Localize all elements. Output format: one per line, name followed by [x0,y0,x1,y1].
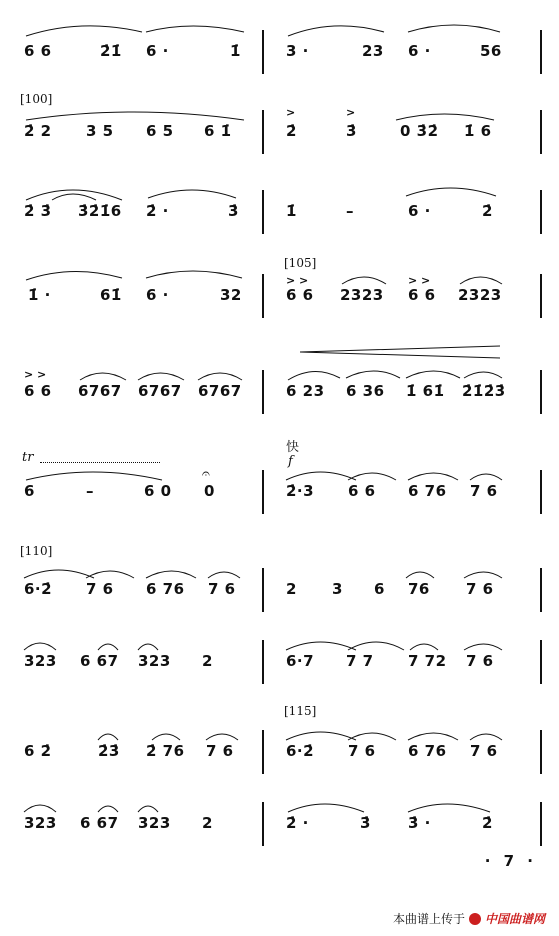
page-number: · 7 · [484,852,537,870]
right-measure [284,622,514,694]
site-name[interactable]: 中国曲谱网 [484,912,545,926]
slur [284,562,514,582]
barline [262,640,264,684]
accent-mark: > > [24,368,47,381]
note-group: 1̇ [230,42,241,60]
slur [22,464,252,484]
slur [284,362,514,382]
note-group: 6 23 [286,382,325,400]
note-group: 2 [202,814,213,832]
barline [262,30,264,74]
barline [262,190,264,234]
note-group: 3̇ · [408,814,431,832]
right-measure [284,12,514,84]
note-group: 2̇ [482,814,493,832]
note-group: 3̇ [360,814,371,832]
note-group: 7 6 [470,742,498,760]
note-group: 0 3̇2̇ [400,122,439,140]
note-group: 7 72 [408,652,447,670]
note-group: 3 [332,580,343,598]
barline [540,190,542,234]
note-group: 6 76 [408,482,447,500]
slur [22,364,252,384]
right-measure [284,452,514,524]
note-group: 323 [24,814,57,832]
note-group: 6 6 [348,482,376,500]
note-group: 2̇1̇ [100,42,122,60]
note-group: 6 · [146,286,169,304]
note-group: – [346,202,354,220]
score-row-2 [0,92,559,164]
barline [540,568,542,612]
note-group: 7 6 [466,580,494,598]
note-group: 6 2̇ [24,742,52,760]
left-measure [22,12,252,84]
note-group: 6·2̇ [286,742,315,760]
barline [262,274,264,318]
note-group: 1̇ 61̇ [406,382,445,400]
right-measure [284,172,514,244]
measure-number: [100] [20,92,53,106]
note-group: 3̇2̇1̇6 [78,202,122,220]
note-group: 7 6 [466,652,494,670]
note-group: 2323 [458,286,502,304]
note-group: – [86,482,94,500]
note-group: 3 · [286,42,309,60]
slur [22,18,252,38]
footer [393,910,545,927]
note-group: 2̇·3 [286,482,315,500]
slur [22,634,252,654]
note-group: 6 · [408,202,431,220]
note-group: 3̇ [346,122,357,140]
slur [22,178,252,204]
note-group: 323 [138,652,171,670]
note-group: 6 1̇ [204,122,232,140]
note-group: 6767 [138,382,182,400]
left-measure [22,712,252,784]
score-row-10 [0,784,559,856]
note-group: 6767 [78,382,122,400]
left-measure [22,172,252,244]
barline [540,470,542,514]
site-logo-icon [469,913,481,925]
dynamic-marking: f [288,454,293,469]
note-group: 2̇ 2 [24,122,52,140]
note-group: 2̇ · [286,814,309,832]
note-group: 6 · [408,42,431,60]
note-group: 2̇1̇2̇3̇ [462,382,506,400]
slur [22,562,252,582]
note-group: 6·7 [286,652,315,670]
barline [262,470,264,514]
note-group: 6 [374,580,385,598]
barline [262,370,264,414]
barline [540,274,542,318]
note-group: 6 36 [346,382,385,400]
barline [262,802,264,846]
note-group: 6 0 [144,482,172,500]
score-row-4 [0,256,559,328]
note-group: 323 [138,814,171,832]
barline [540,30,542,74]
right-measure [284,352,514,424]
slur [22,262,252,282]
note-group: 2 [286,580,297,598]
left-measure [22,452,252,524]
note-group: 6 67 [80,652,119,670]
note-group: 6 6 [24,382,52,400]
slur [284,634,514,654]
barline [540,110,542,154]
note-group: 6 67 [80,814,119,832]
score-row-6 [0,440,559,524]
barline [262,730,264,774]
accent-mark: > [286,106,296,119]
score-row-3 [0,172,559,244]
trill-mark: tr [22,450,34,465]
slur [284,178,514,198]
note-group: 2̇ [482,202,493,220]
right-measure [284,550,514,622]
note-group: 61̇ [100,286,122,304]
note-group: 7 6 [206,742,234,760]
right-measure [284,704,514,784]
note-group: 7 6 [348,742,376,760]
score-row-5 [0,352,559,424]
tempo-marking: 快 [286,440,300,455]
note-group: 76 [408,580,430,598]
note-group: 323 [24,652,57,670]
left-measure [22,784,252,856]
note-group: 7 7 [346,652,374,670]
note-group: 6·2̇ [24,580,53,598]
note-group: 23 [362,42,384,60]
note-group: 2323 [340,286,384,304]
left-measure [22,92,252,164]
left-measure [22,352,252,424]
right-measure [284,92,514,164]
barline [540,640,542,684]
score-row-1 [0,12,559,84]
score-row-8 [0,622,559,694]
slur [284,268,514,288]
note-group: 2̇3̇ [98,742,120,760]
measure-number: [105] [284,256,317,270]
accent-mark: > [346,106,356,119]
note-group: 1̇ 6 [464,122,492,140]
right-measure [284,256,514,328]
left-measure [22,256,252,328]
note-group: 1̇ · [28,286,51,304]
note-group: 6 [24,482,35,500]
left-measure [22,550,252,622]
accent-mark: > > [408,274,431,287]
score-row-7 [0,544,559,622]
footer-text: 本曲谱上传于 [392,912,465,926]
note-group: 6 6 [24,42,52,60]
note-group: 6 5 [146,122,174,140]
slur [284,104,514,124]
note-group: 6 6 [408,286,436,304]
right-measure [284,784,514,856]
note-group: 2̇ · [146,202,169,220]
barline [540,730,542,774]
note-group: 3 5 [86,122,114,140]
left-measure [22,622,252,694]
note-group: 7 6 [208,580,236,598]
measure-number: [110] [20,544,53,558]
note-group: 32 [220,286,242,304]
accent-mark: > > [286,274,309,287]
note-group: 0 [204,482,215,500]
slur [284,464,514,484]
barline [540,802,542,846]
barline [540,370,542,414]
note-group: 6 6 [286,286,314,304]
note-group: 56 [480,42,502,60]
score-row-9 [0,704,559,784]
note-group: 7 6 [470,482,498,500]
note-group: 2̇ [286,122,297,140]
note-group: 6 · [146,42,169,60]
note-group: 6767 [198,382,242,400]
note-group: 2 [202,652,213,670]
note-group: 2̇ 76 [146,742,185,760]
slur [284,18,514,38]
slur [22,796,252,816]
slur [22,724,252,744]
note-group: 6 76 [408,742,447,760]
slur [22,104,252,124]
barline [262,110,264,154]
slur [284,724,514,744]
note-group: 1̇ [286,202,297,220]
slur [284,796,514,816]
note-group: 6 76 [146,580,185,598]
barline [262,568,264,612]
note-group: 7 6 [86,580,114,598]
measure-number: [115] [284,704,317,718]
note-group: 2̇ 3̇ [24,202,52,220]
note-group: 3̇ [228,202,239,220]
fermata-icon: 𝄐 [202,466,210,482]
